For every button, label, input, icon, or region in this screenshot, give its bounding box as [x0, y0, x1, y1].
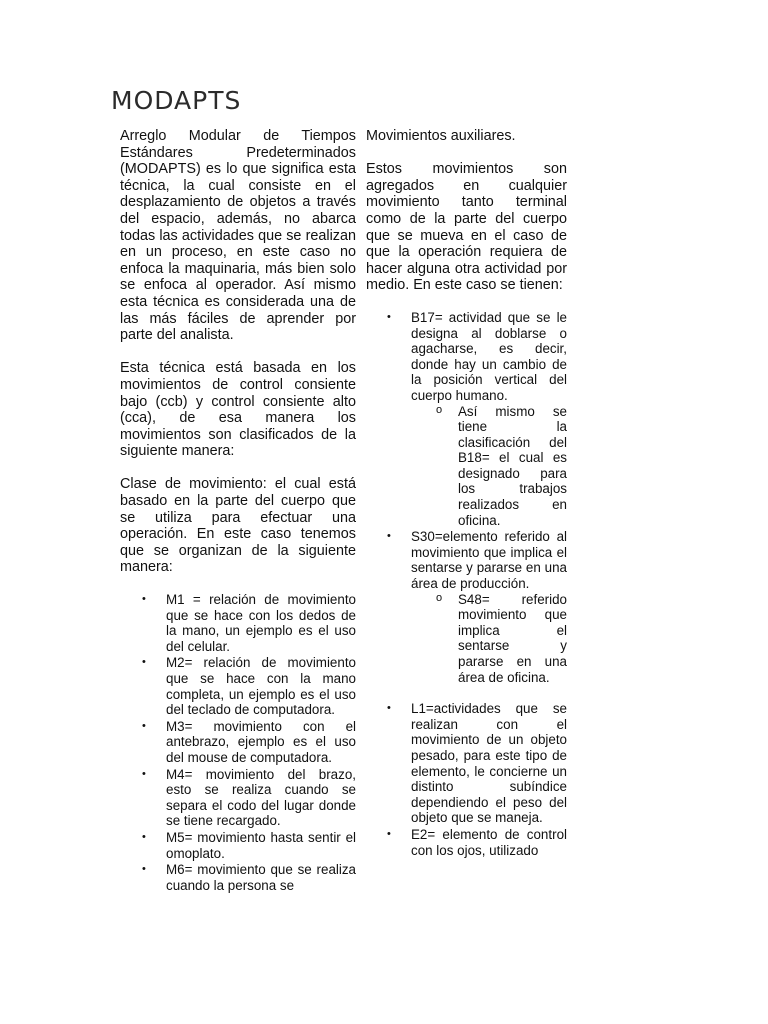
- list-item-text: S30=elemento referido al movimiento que implica el sentarse y pararse en una área de producción.: [411, 529, 567, 592]
- basis-paragraph: Esta técnica está basada en los movimientos de control consiente bajo (ccb) y control consiente alto (cca), de esa manera los movimientos son clasificados de la siguiente manera:: [120, 360, 356, 460]
- bullet-icon: •: [387, 310, 391, 323]
- sub-list-item-s48: [411, 592, 567, 686]
- bullet-icon: •: [142, 767, 146, 780]
- auxiliary-paragraph: Estos movimientos son agregados en cualquier movimiento tanto terminal como de la parte del cuerpo que se mueva en el caso de que la operación requiera de hacer alguna otra actividad por medio. En este caso se tienen:: [366, 161, 567, 294]
- bullet-icon: •: [387, 530, 391, 543]
- list-item-text: M6= movimiento que se realiza cuando la persona se: [166, 862, 356, 893]
- bullet-icon: •: [387, 827, 391, 840]
- sub-list-item-text: Así mismo se tiene la clasificación del B18= el cual es designado para los trabajos realizados en oficina.: [458, 403, 567, 528]
- list-item-text: M2= relación de movimiento que se hace con la mano completa, un ejemplo es el uso del teclado de computadora.: [166, 655, 356, 718]
- left-column: [120, 128, 356, 894]
- sub-list: [411, 404, 567, 529]
- list-item-m1: [120, 592, 356, 654]
- intro-paragraph: Arreglo Modular de Tiempos Estándares Predeterminados (MODAPTS) es lo que significa esta técnica, la cual consiste en el desplazamiento de objetos a través del espacio, además, no abarca todas las actividades que se realizan en un proceso, en este caso no enfoca la maquinaria, más bien solo se enfoca al operador. Así mismo esta técnica es considerada una de las más fáciles de aprender por parte del analista.: [120, 128, 356, 344]
- bullet-icon: •: [142, 830, 146, 843]
- list-item-text: M1 = relación de movimiento que se hace con los dedos de la mano, un ejemplo es el uso del celular.: [166, 592, 356, 654]
- document-title: MODAPTS: [111, 86, 242, 115]
- list-item-text: M5= movimiento hasta sentir el omoplato.: [166, 829, 356, 861]
- circle-bullet-icon: o: [436, 591, 443, 604]
- list-item-m4: [120, 767, 356, 829]
- bullet-icon: •: [142, 719, 146, 732]
- auxiliary-heading: Movimientos auxiliares.: [366, 128, 516, 144]
- sub-list-item-b18: [411, 404, 567, 529]
- list-item-m5: [120, 830, 356, 861]
- movement-class-paragraph: Clase de movimiento: el cual está basado en la parte del cuerpo que se utiliza para efectuar una operación. En este caso tenemos que se organizan de la siguiente manera:: [120, 476, 356, 576]
- movement-class-list: [120, 592, 356, 893]
- bullet-icon: •: [142, 656, 146, 669]
- list-item-s30: [366, 529, 567, 685]
- right-column: [366, 128, 567, 859]
- list-item-m2: [120, 655, 356, 717]
- bullet-icon: •: [387, 702, 391, 715]
- list-item-text: B17= actividad que se le designa al doblarse o agacharse, es decir, donde hay un cambio de la posición vertical del cuerpo humano.: [411, 309, 567, 403]
- bullet-icon: •: [142, 593, 146, 606]
- list-item-l1: [366, 701, 567, 826]
- sub-list: [411, 592, 567, 686]
- circle-bullet-icon: o: [436, 403, 443, 416]
- list-item-text: M4= movimiento del brazo, esto se realiza cuando se separa el codo del lugar donde se tiene recargado.: [166, 766, 356, 829]
- list-item-text: E2= elemento de control con los ojos, utilizado: [411, 826, 567, 858]
- list-item-text: M3= movimiento con el antebrazo, ejemplo es el uso del mouse de computadora.: [166, 718, 356, 765]
- list-item-text: L1=actividades que se realizan con el movimiento de un objeto pesado, para este tipo de elemento, le concierne un distinto subíndice dependiendo el peso del objeto que se maneja.: [411, 701, 567, 826]
- bullet-icon: •: [142, 863, 146, 876]
- list-item-m3: [120, 719, 356, 766]
- list-item-e2: [366, 827, 567, 858]
- list-item-b17: [366, 310, 567, 528]
- auxiliary-list: [366, 310, 567, 858]
- list-item-m6: [120, 862, 356, 893]
- sub-list-item-text: S48= referido movimiento que implica el sentarse y pararse en una área de oficina.: [458, 591, 567, 685]
